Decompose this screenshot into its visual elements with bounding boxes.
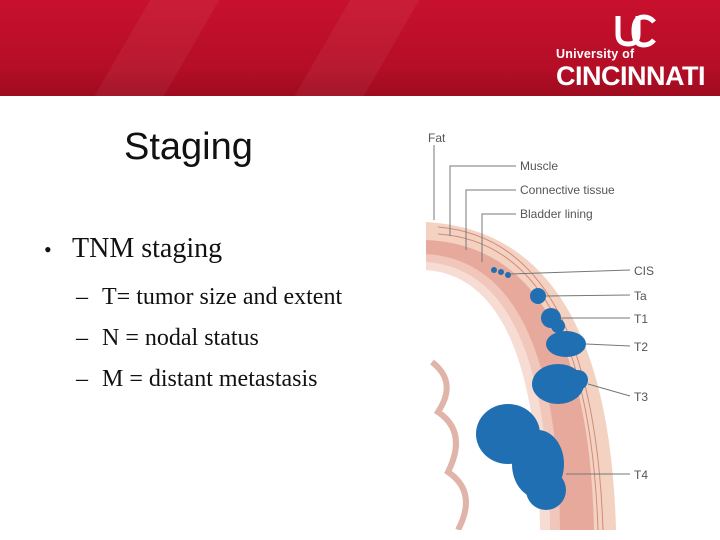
subbullet-item [76, 277, 342, 318]
tumor-t2 [546, 331, 586, 357]
subbullet-text: N = nodal status [102, 325, 259, 351]
label-bladder-lining: Bladder lining [520, 207, 593, 221]
tumor-t3 [568, 370, 588, 390]
logo-university-text: University of [556, 47, 635, 61]
logo-cincinnati-text: CINCINNATI [556, 61, 705, 91]
tumor-cis [491, 267, 497, 273]
bullet-text: TNM staging [72, 233, 223, 264]
bullet-dot-icon: • [44, 237, 52, 262]
university-logo [556, 10, 706, 90]
header-banner [0, 0, 720, 96]
subbullet-item [76, 359, 342, 400]
subbullet-text: M = distant metastasis [102, 366, 318, 392]
uc-logo-icon [614, 14, 658, 48]
tumor-t1 [551, 319, 565, 333]
bullet-item [44, 233, 342, 265]
slide-title: Staging [124, 126, 253, 168]
dash-icon: – [76, 366, 88, 392]
label-stage-t2: T2 [634, 340, 649, 354]
bullet-list [44, 233, 342, 400]
label-connective-tissue: Connective tissue [520, 183, 615, 197]
subbullet-item [76, 318, 342, 359]
banner-stripe [74, 0, 226, 96]
tumor-cis [498, 269, 504, 275]
label-stage-t1: T1 [634, 312, 649, 326]
dash-icon: – [76, 284, 88, 310]
tumor-t4 [526, 470, 566, 510]
label-stage-cis: CIS [634, 264, 655, 278]
bladder-staging-diagram [398, 112, 686, 530]
dash-icon: – [76, 325, 88, 351]
tumor-cis [505, 272, 511, 278]
tumor-ta [530, 288, 546, 304]
banner-stripe [274, 0, 426, 96]
label-muscle: Muscle [520, 159, 559, 173]
label-stage-ta: Ta [634, 289, 647, 303]
label-stage-t3: T3 [634, 390, 649, 404]
label-fat: Fat [428, 131, 446, 145]
label-stage-t4: T4 [634, 468, 649, 482]
subbullet-text: T= tumor size and extent [102, 284, 343, 310]
